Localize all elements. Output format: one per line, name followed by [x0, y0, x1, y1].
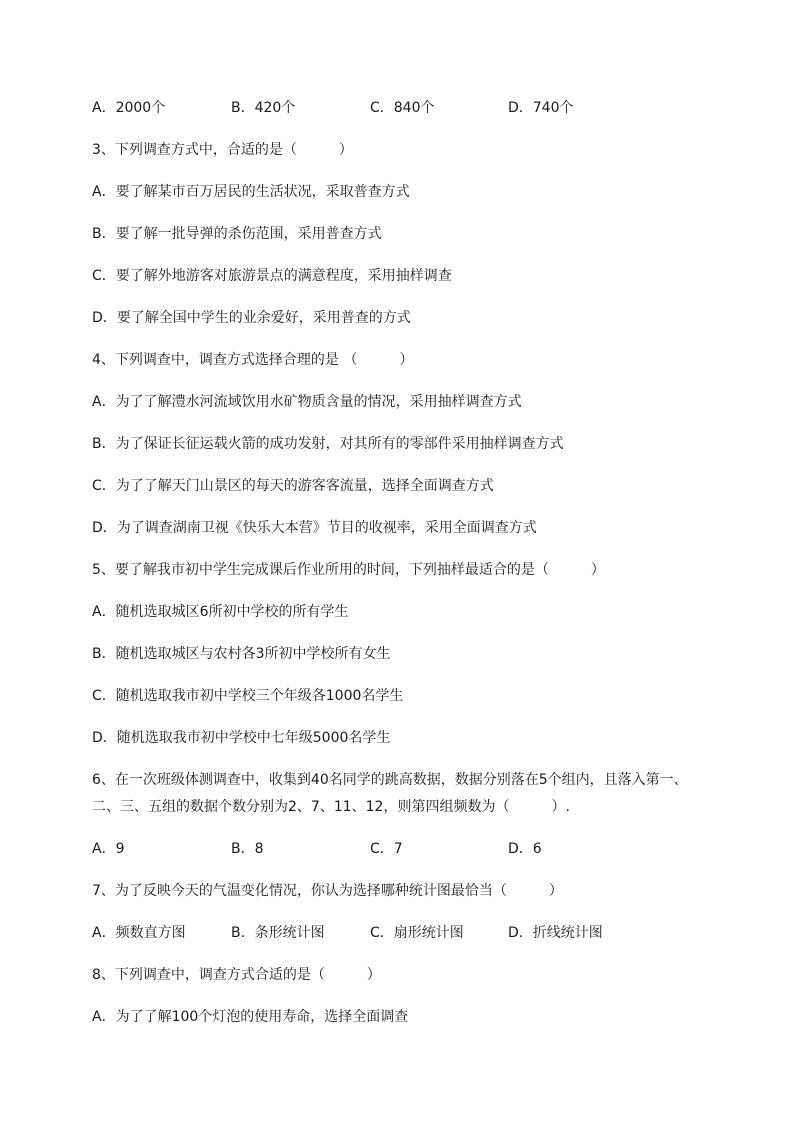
q5-option-c: C．随机选取我市初中学校三个年级各1000名学生 — [92, 688, 404, 704]
q3-option-a: A．要了解某市百万居民的生活状况，采取普查方式 — [92, 184, 410, 200]
q2-option-c: C．840个 — [370, 100, 435, 116]
q5-option-a: A．随机选取城区6所初中学校的所有学生 — [92, 604, 349, 620]
q3-option-b: B．要了解一批导弹的杀伤范围，采用普查方式 — [92, 226, 382, 242]
q5-option-d: D．随机选取我市初中学校中七年级5000名学生 — [92, 730, 391, 746]
q7-options — [92, 923, 754, 943]
q7-option-d: D．折线统计图 — [508, 925, 603, 941]
q3-stem: 3、下列调查方式中，合适的是（ ） — [92, 142, 353, 158]
q4-option-b: B．为了保证长征运载火箭的成功发射，对其所有的零部件采用抽样调查方式 — [92, 436, 564, 452]
q6-stem-line1: 6、在一次班级体测调查中，收集到40名同学的跳高数据，数据分别落在5个组内，且落入第一、 — [92, 772, 688, 788]
q7-stem: 7、为了反映今天的气温变化情况，你认为选择哪种统计图最恰当（ ） — [92, 883, 563, 899]
q2-options — [92, 98, 754, 118]
q6-option-d: D．6 — [508, 841, 542, 857]
q4-option-d: D．为了调查湖南卫视《快乐大本营》节目的收视率，采用全面调查方式 — [92, 520, 537, 536]
q5-option-b: B．随机选取城区与农村各3所初中学校所有女生 — [92, 646, 391, 662]
q4-option-c: C．为了了解天门山景区的每天的游客客流量，选择全面调查方式 — [92, 478, 494, 494]
q5-stem: 5、要了解我市初中学生完成课后作业所用的时间，下列抽样最适合的是（ ） — [92, 562, 605, 578]
q7-option-b: B．条形统计图 — [231, 925, 325, 941]
q3-option-d: D．要了解全国中学生的业余爱好，采用普查的方式 — [92, 310, 411, 326]
q8-option-a: A．为了了解100个灯泡的使用寿命，选择全面调查 — [92, 1009, 409, 1025]
q2-option-d: D．740个 — [508, 100, 574, 116]
q7-option-a: A．频数直方图 — [92, 925, 186, 941]
q3-option-c: C．要了解外地游客对旅游景点的满意程度，采用抽样调查 — [92, 268, 452, 284]
q4-stem: 4、下列调查中，调查方式选择合理的是 （ ） — [92, 352, 414, 368]
q6-option-b: B．8 — [231, 841, 264, 857]
q6-option-a: A．9 — [92, 841, 125, 857]
q7-option-c: C．扇形统计图 — [370, 925, 464, 941]
q2-option-b: B．420个 — [231, 100, 296, 116]
q2-option-a: A．2000个 — [92, 100, 166, 116]
q6-options — [92, 839, 754, 859]
q4-option-a: A．为了了解澧水河流域饮用水矿物质含量的情况，采用抽样调查方式 — [92, 394, 522, 410]
q6-option-c: C．7 — [370, 841, 403, 857]
q6-stem-line2: 二、三、五组的数据个数分别为2、7、11、12，则第四组频数为（ ）. — [92, 799, 570, 815]
q8-stem: 8、下列调查中，调查方式合适的是（ ） — [92, 967, 381, 983]
